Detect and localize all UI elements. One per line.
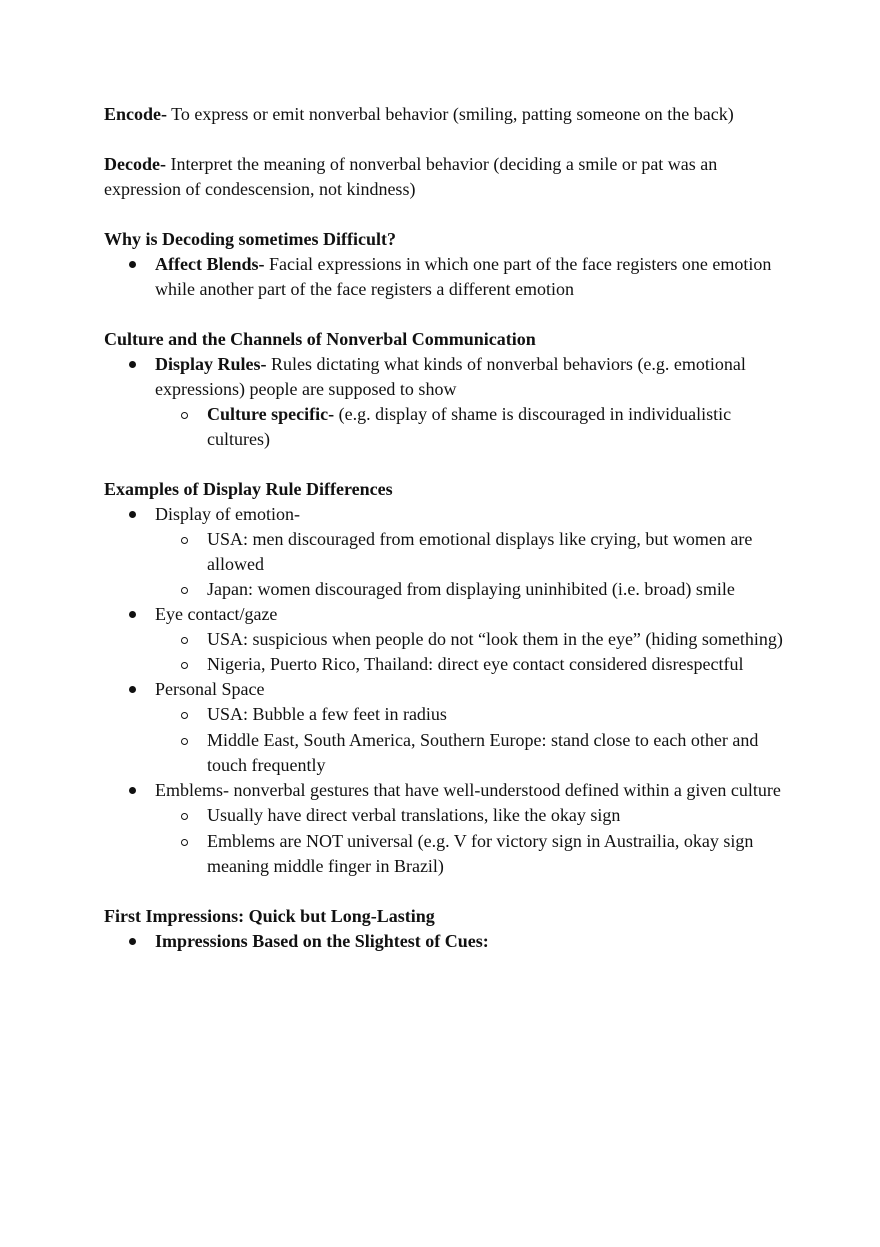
affect-blends-text: Facial expressions in which one part of the face registers one emotion while another part of the face registers a different emotion [155, 254, 772, 299]
example-label: Personal Space [155, 679, 265, 699]
example-sublist [155, 702, 784, 778]
list-item: USA: Bubble a few feet in radius [155, 702, 784, 727]
example-label: Emblems- nonverbal gestures that have well-understood defined within a given culture [155, 780, 781, 800]
list-item [104, 677, 784, 778]
culture-heading: Culture and the Channels of Nonverbal Communication [104, 329, 536, 349]
why-heading: Why is Decoding sometimes Difficult? [104, 229, 396, 249]
list-item [104, 252, 784, 302]
list-item: Emblems are NOT universal (e.g. V for victory sign in Austrailia, okay sign meaning middle finger in Brazil) [155, 829, 784, 879]
example-sublist [155, 527, 784, 602]
culture-specific-text: (e.g. display of shame is discouraged in individualistic cultures) [207, 404, 732, 449]
display-rules-term: Display Rules- [155, 354, 267, 374]
culture-list [104, 352, 784, 452]
encode-definition [104, 102, 784, 127]
why-list [104, 252, 784, 302]
document-page [104, 102, 784, 954]
list-item: Usually have direct verbal translations, like the okay sign [155, 803, 784, 828]
culture-specific-term: Culture specific- [207, 404, 335, 424]
list-item: Impressions Based on the Slightest of Cues: [104, 929, 784, 954]
list-item: Middle East, South America, Southern Europe: stand close to each other and touch frequently [155, 728, 784, 778]
encode-text: To express or emit nonverbal behavior (smiling, patting someone on the back) [167, 104, 734, 124]
first-impressions-heading: First Impressions: Quick but Long-Lasting [104, 906, 435, 926]
list-item: Japan: women discouraged from displaying uninhibited (i.e. broad) smile [155, 577, 784, 602]
list-item: Nigeria, Puerto Rico, Thailand: direct eye contact considered disrespectful [155, 652, 784, 677]
list-item [155, 402, 784, 452]
decode-definition [104, 152, 784, 202]
decode-text: Interpret the meaning of nonverbal behavior (deciding a smile or pat was an expression of condescension, not kindness) [104, 154, 718, 199]
example-sublist [155, 627, 784, 677]
examples-list [104, 502, 784, 879]
example-sublist [155, 803, 784, 879]
list-item: USA: suspicious when people do not “look them in the eye” (hiding something) [155, 627, 784, 652]
examples-heading: Examples of Display Rule Differences [104, 479, 393, 499]
affect-blends-term: Affect Blends- [155, 254, 265, 274]
list-item [104, 352, 784, 452]
list-item [104, 602, 784, 677]
culture-sublist [155, 402, 784, 452]
list-item [104, 502, 784, 602]
decode-term: Decode- [104, 154, 166, 174]
first-impressions-list [104, 929, 784, 954]
example-label: Display of emotion- [155, 504, 300, 524]
example-label: Eye contact/gaze [155, 604, 278, 624]
encode-term: Encode- [104, 104, 167, 124]
list-item [104, 778, 784, 879]
display-rules-text: Rules dictating what kinds of nonverbal behaviors (e.g. emotional expressions) people are supposed to show [155, 354, 746, 399]
list-item: USA: men discouraged from emotional displays like crying, but women are allowed [155, 527, 784, 577]
